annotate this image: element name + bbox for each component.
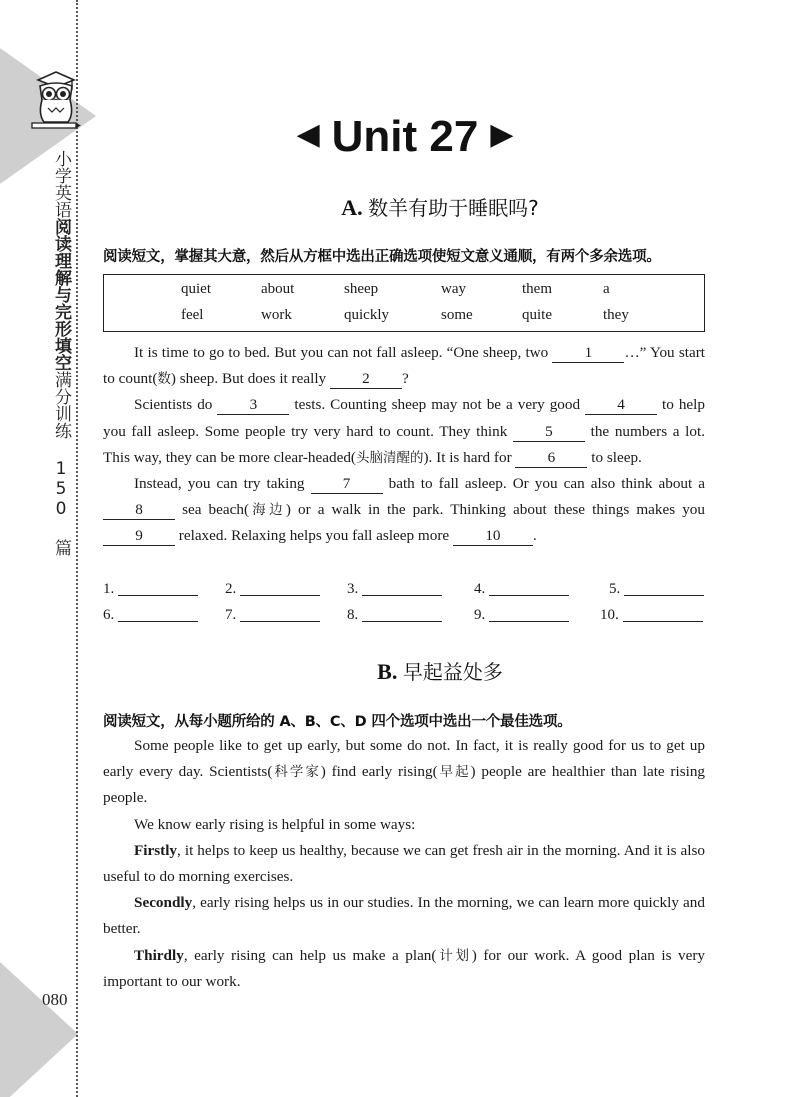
text-run: ) people are healthier than late rising people. — [103, 763, 706, 807]
passage-a-paragraph-3 — [103, 471, 705, 550]
cut-line — [76, 0, 78, 1097]
passage-b-paragraph-1 — [103, 733, 705, 812]
page-number: 080 — [42, 990, 68, 1009]
section-b-letter: B. — [377, 659, 398, 684]
answer-number: 4. — [474, 581, 486, 597]
answer-line[interactable] — [489, 606, 569, 622]
word-box-item: them — [522, 281, 552, 297]
answer-slot[interactable] — [600, 606, 703, 624]
text-run: ) or a walk in the park. Thinking about these things makes you — [285, 501, 705, 519]
word-box-item: way — [441, 281, 466, 297]
answer-slot[interactable] — [103, 606, 198, 624]
answer-line[interactable] — [118, 606, 198, 622]
text-run: to help you fall asleep. Some people try very hard to count. They think — [103, 396, 705, 440]
unit-title — [0, 112, 800, 162]
passage-b-paragraph-3 — [103, 838, 705, 890]
text-run: Some people like to get up early, but some do not. In fact, it is really good for us to get up early every day. Scientists( — [103, 737, 705, 781]
text-run: tests. Counting sheep may not be a very good — [289, 396, 586, 414]
answer-slot[interactable] — [347, 580, 442, 598]
text-run: ) sheep. But does it really — [170, 370, 330, 388]
text-run: It is time to go to bed. But you can not fall asleep. “One sheep, two — [134, 344, 553, 361]
word-box-item: sheep — [344, 281, 379, 297]
text-run: relaxed. Relaxing helps you fall asleep more — [175, 527, 453, 545]
section-a-title-text: 数羊有助于睡眠吗? — [368, 196, 539, 220]
answer-number: 7. — [225, 607, 237, 623]
series-title-part-2: 阅读理解与完形填空 — [51, 218, 71, 371]
answer-slot[interactable] — [225, 580, 320, 598]
blank-2[interactable]: 2 — [330, 370, 402, 389]
blank-3[interactable]: 3 — [217, 396, 289, 415]
answer-number: 2. — [225, 581, 237, 597]
section-a-passage — [103, 340, 705, 550]
word-box-item: a — [603, 281, 610, 297]
section-a-title — [80, 192, 800, 221]
answer-slot[interactable] — [609, 580, 704, 598]
answer-slot[interactable] — [103, 580, 198, 598]
text-run: ). It is hard for — [423, 448, 516, 466]
text-run-bold: Firstly — [134, 841, 178, 859]
left-arrow-icon: ◀ — [296, 118, 320, 151]
text-run: ) find early rising( — [320, 763, 438, 781]
text-run-bold: Secondly — [134, 894, 193, 912]
text-run: sea beach( — [175, 501, 250, 519]
text-run: ? — [401, 370, 409, 388]
text-run: 头脑清醒的 — [355, 449, 424, 466]
word-box-item: feel — [181, 307, 204, 323]
passage-a-paragraph-2 — [103, 392, 705, 471]
text-run: …” You start to count( — [103, 344, 705, 388]
answer-line[interactable] — [623, 606, 703, 622]
unit-title-text: Unit 27 — [331, 112, 479, 161]
answer-number: 10. — [600, 607, 619, 623]
blank-4[interactable]: 4 — [585, 396, 657, 415]
blank-7[interactable]: 7 — [311, 475, 383, 494]
answer-number: 9. — [474, 607, 486, 623]
text-run-bold: Thirdly — [134, 946, 184, 964]
answer-number: 1. — [103, 581, 115, 597]
text-run: the numbers a lot. This way, they can be more clear-headed( — [103, 422, 705, 466]
answer-line[interactable] — [240, 580, 320, 596]
answer-slot[interactable] — [474, 606, 569, 624]
word-box-item: work — [261, 307, 292, 323]
right-arrow-icon: ▶ — [490, 118, 514, 151]
answer-number: 5. — [609, 581, 621, 597]
text-run: 计划 — [436, 947, 472, 964]
answer-line[interactable] — [240, 606, 320, 622]
word-box-item: about — [261, 281, 295, 297]
text-run: 数 — [157, 371, 171, 388]
answer-slot[interactable] — [474, 580, 569, 598]
answer-row-2 — [103, 606, 705, 632]
word-box-item: quiet — [181, 281, 211, 297]
text-run: ) for our work. A good plan is very important to our work. — [103, 946, 706, 990]
text-run: , early rising can help us make a plan( — [183, 946, 437, 964]
word-box-item: quickly — [344, 307, 389, 323]
blank-8[interactable]: 8 — [103, 501, 175, 520]
answer-line[interactable] — [624, 580, 704, 596]
answer-slot[interactable] — [347, 606, 442, 624]
blank-10[interactable]: 10 — [453, 527, 533, 546]
passage-b-paragraph-5 — [103, 943, 705, 995]
answer-row-1 — [103, 580, 705, 606]
text-run: Scientists do — [134, 396, 218, 414]
section-a-letter: A. — [341, 195, 363, 220]
passage-b-paragraph-4 — [103, 890, 705, 942]
text-run: 海边 — [249, 502, 286, 519]
blank-9[interactable]: 9 — [103, 527, 175, 546]
blank-6[interactable]: 6 — [515, 449, 587, 468]
passage-a-paragraph-1 — [103, 340, 705, 392]
text-run: 科学家 — [272, 764, 321, 781]
text-run: . — [532, 527, 537, 545]
answer-number: 8. — [347, 607, 359, 623]
text-run: bath to fall asleep. Or you can also think about a — [382, 475, 706, 493]
series-title-part-1: 小学英语 — [51, 150, 71, 218]
section-b-passage — [103, 733, 705, 995]
answer-line[interactable] — [362, 580, 442, 596]
answer-number: 6. — [103, 607, 115, 623]
text-run: to sleep. — [587, 448, 642, 466]
answer-number: 3. — [347, 581, 359, 597]
answer-line[interactable] — [362, 606, 442, 622]
answer-line[interactable] — [118, 580, 198, 596]
section-b-title — [80, 656, 800, 685]
word-box-item: they — [603, 307, 629, 323]
text-run: , it helps to keep us healthy, because we can get fresh air in the morning. And it is also useful to do morning exercises. — [103, 841, 705, 886]
answer-line[interactable] — [489, 580, 569, 596]
section-b-title-text: 早起益处多 — [402, 660, 503, 684]
word-box-item: quite — [522, 307, 552, 323]
word-box — [103, 274, 705, 332]
series-title — [44, 150, 70, 556]
passage-b-paragraph-2: We know early rising is helpful in some ways: — [134, 815, 416, 833]
text-run: , early rising helps us in our studies. In the morning, we can learn more quickly and better. — [103, 894, 705, 938]
text-run: 早起 — [437, 764, 471, 781]
blank-5[interactable]: 5 — [513, 423, 585, 442]
word-box-item: some — [441, 307, 473, 323]
answer-slot[interactable] — [225, 606, 320, 624]
blank-1[interactable]: 1 — [552, 344, 624, 363]
series-title-part-3: 满分训练 150 篇 — [51, 371, 71, 556]
margin-decoration — [0, 0, 80, 1097]
section-a-instruction: 阅读短文，掌握其大意，然后从方框中选出正确选项使短文意义通顺，有两个多余选项。 — [103, 249, 661, 265]
text-run: Instead, you can try taking — [134, 475, 311, 493]
section-b-instruction: 阅读短文，从每小题所给的 A、B、C、D 四个选项中选出一个最佳选项。 — [103, 714, 572, 730]
margin-triangle-bottom — [0, 962, 78, 1097]
